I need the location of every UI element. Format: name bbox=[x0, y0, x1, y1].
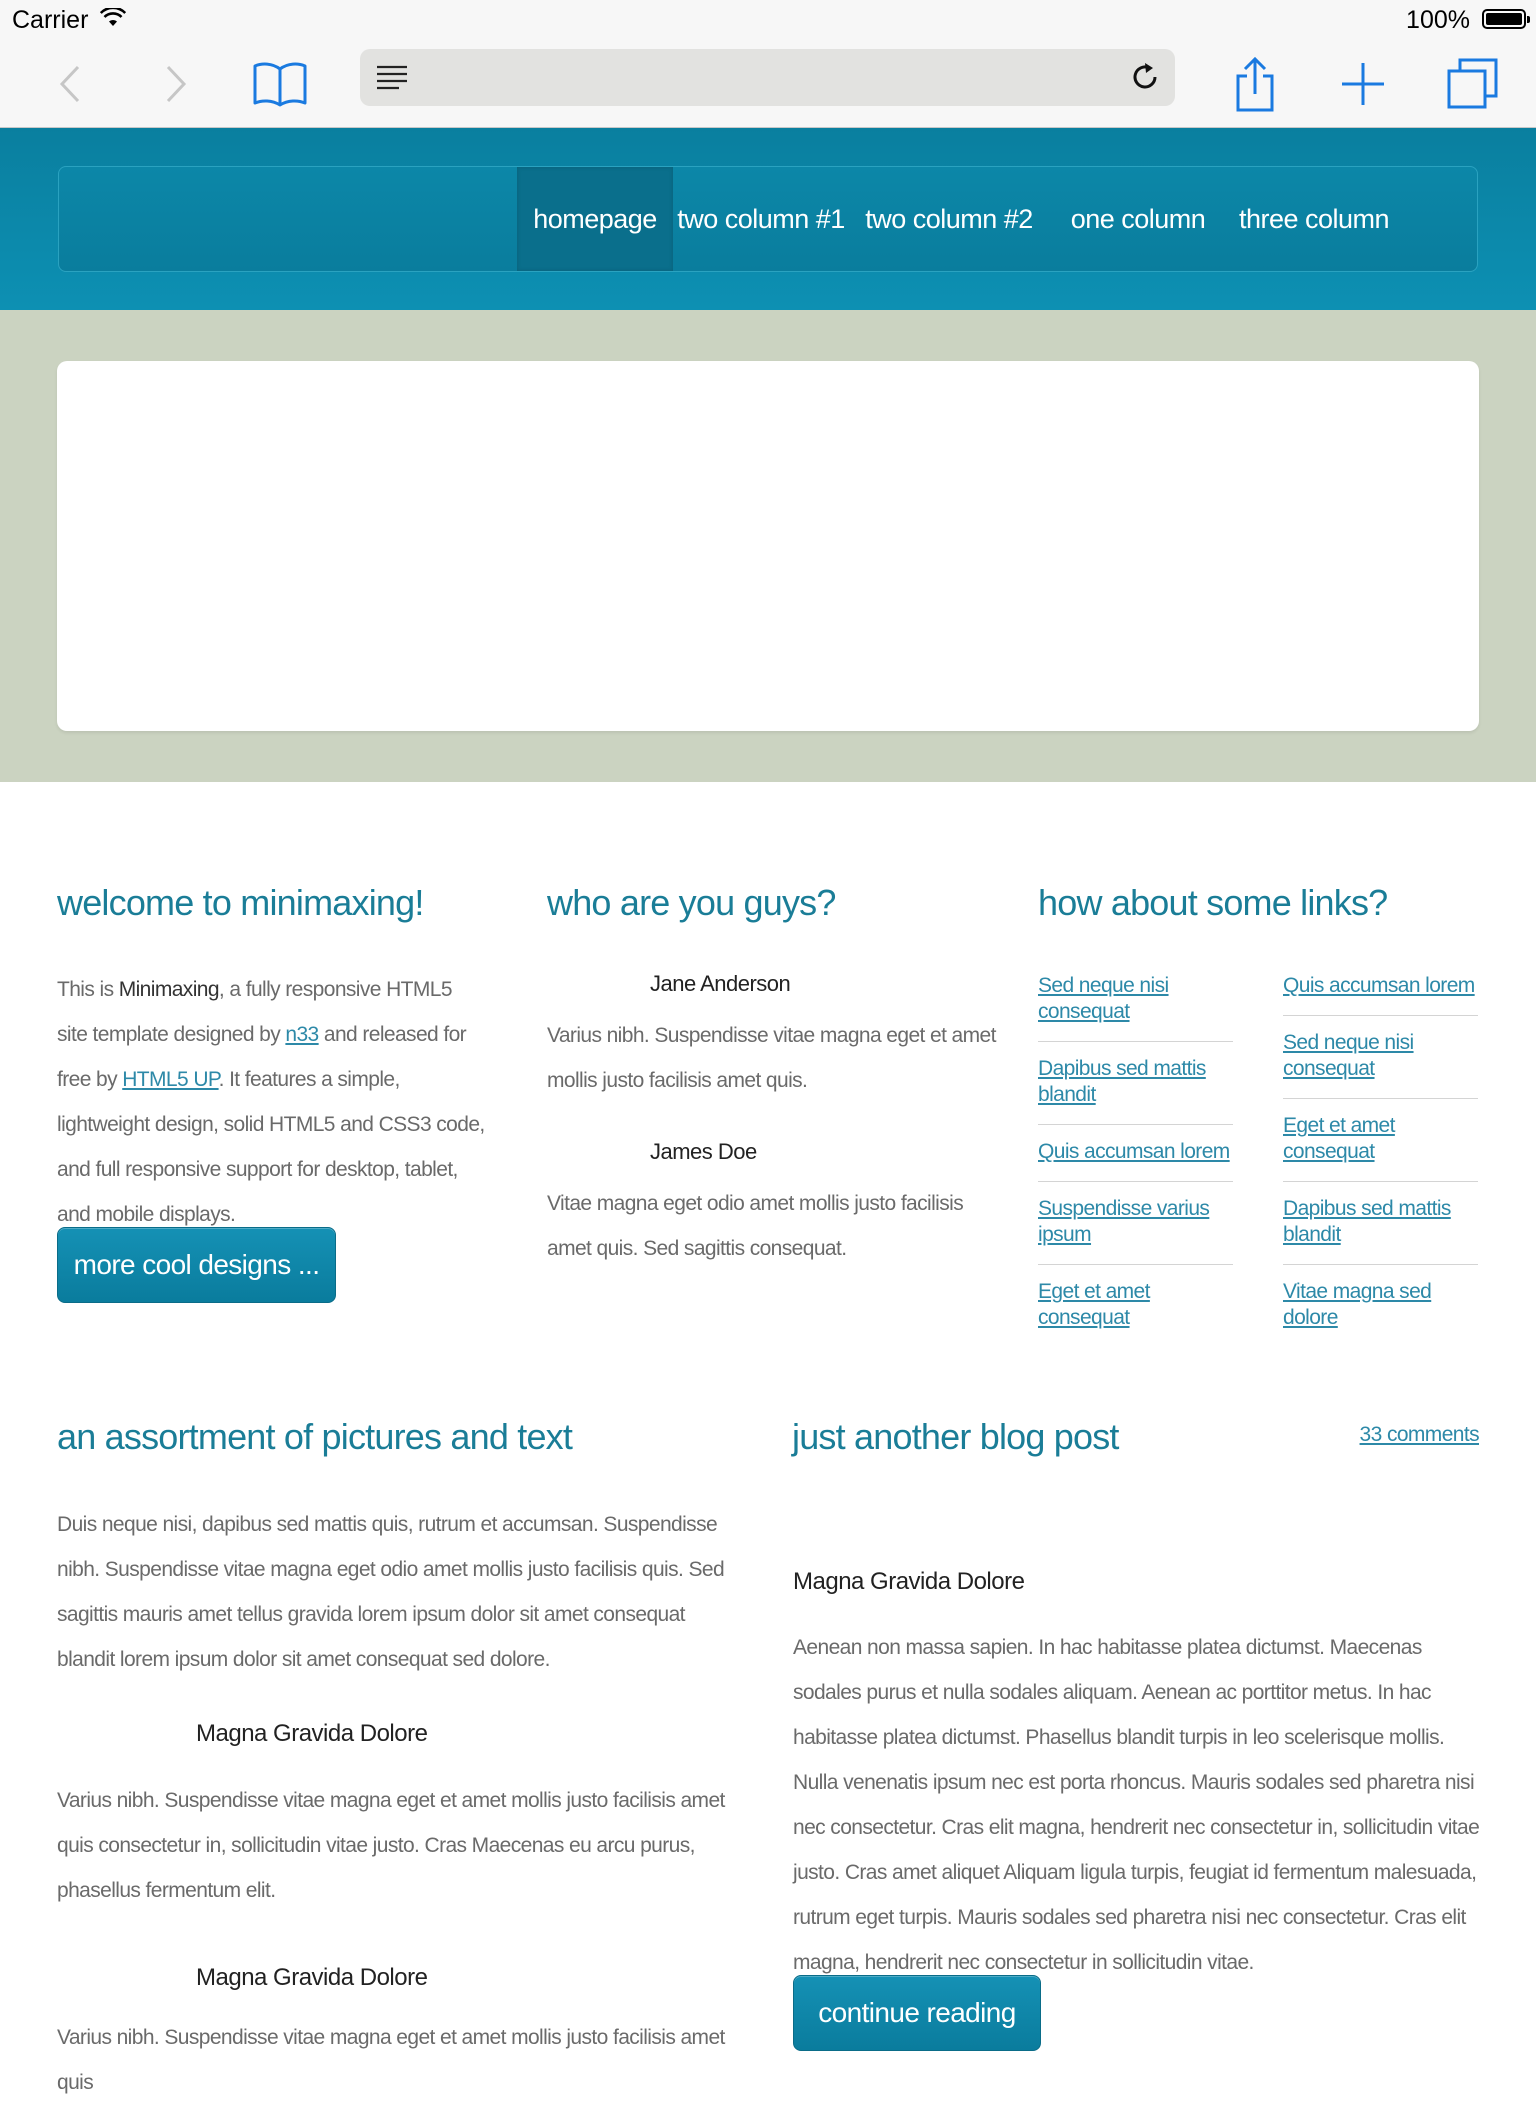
links-list-2 bbox=[1283, 973, 1478, 1347]
battery-percent: 100% bbox=[1406, 6, 1470, 34]
n33-link[interactable]: n33 bbox=[285, 1023, 319, 1046]
share-icon[interactable] bbox=[1230, 40, 1280, 128]
forward-icon[interactable] bbox=[156, 40, 196, 128]
link-item[interactable]: Dapibus sed mattis blandit bbox=[1038, 1042, 1233, 1125]
site-name: Minimaxing bbox=[118, 978, 219, 1001]
link-item[interactable]: Sed neque nisi consequat bbox=[1283, 1016, 1478, 1099]
more-designs-button[interactable]: more cool designs ... bbox=[57, 1227, 336, 1303]
continue-reading-button[interactable]: continue reading bbox=[793, 1975, 1041, 2051]
tabs-icon[interactable] bbox=[1444, 40, 1500, 128]
person-name-james: James Doe bbox=[650, 1139, 757, 1164]
banner-image-box bbox=[57, 361, 1479, 731]
person-text-jane: Varius nibh. Suspendisse vitae magna eget et amet mollis justo facilisis amet quis. bbox=[547, 1024, 996, 1092]
back-icon[interactable] bbox=[50, 40, 90, 128]
main-nav bbox=[58, 166, 1478, 272]
reader-icon[interactable] bbox=[376, 64, 408, 95]
links-list-1 bbox=[1038, 973, 1233, 1347]
nav-homepage[interactable]: homepage bbox=[517, 167, 673, 271]
person-name-jane: Jane Anderson bbox=[650, 971, 791, 996]
blog-heading: just another blog post bbox=[792, 1416, 1119, 1457]
nav-three-column[interactable]: three column bbox=[1238, 203, 1390, 234]
add-tab-icon[interactable] bbox=[1338, 40, 1388, 128]
link-item[interactable]: Suspendisse varius ipsum bbox=[1038, 1182, 1233, 1265]
link-item[interactable]: Quis accumsan lorem bbox=[1038, 1125, 1233, 1182]
status-bar bbox=[0, 0, 1536, 40]
blog-post-title: Magna Gravida Dolore bbox=[793, 1568, 1025, 1595]
assortment-item-text: Varius nibh. Suspendisse vitae magna eget et amet mollis justo facilisis amet quis bbox=[57, 2026, 725, 2094]
browser-toolbar bbox=[0, 40, 1536, 128]
nav-one-column[interactable]: one column bbox=[1070, 203, 1206, 234]
assortment-item-title: Magna Gravida Dolore bbox=[196, 1720, 428, 1747]
site-header bbox=[0, 128, 1536, 310]
assortment-intro: Duis neque nisi, dapibus sed mattis quis, rutrum et accumsan. Suspendisse nibh. Suspendisse vitae magna eget odio amet mollis justo facilisis quis. Sed sagittis mauris amet tellus gravida lorem ipsum dolor sit amet consequat blandit lorem ipsum dolor sit amet consequat sed dolore. bbox=[57, 1513, 725, 1671]
assortment-item-title: Magna Gravida Dolore bbox=[196, 1964, 428, 1991]
link-item[interactable]: Vitae magna sed dolore bbox=[1283, 1280, 1432, 1329]
wifi-icon bbox=[100, 8, 126, 33]
links-heading: how about some links? bbox=[1038, 882, 1388, 923]
comments-link[interactable]: 33 comments bbox=[1359, 1423, 1479, 1446]
carrier-label: Carrier bbox=[12, 6, 89, 34]
link-item[interactable]: Dapibus sed mattis blandit bbox=[1283, 1182, 1478, 1265]
link-item[interactable]: Eget et amet consequat bbox=[1283, 1099, 1478, 1182]
reload-icon[interactable] bbox=[1129, 61, 1161, 98]
link-item[interactable]: Sed neque nisi consequat bbox=[1038, 973, 1233, 1042]
assortment-item-text: Varius nibh. Suspendisse vitae magna eget et amet mollis justo facilisis amet quis consectetur in, sollicitudin vitae justo. Cras Maecenas eu arcu purus, phasellus fermentum elit. bbox=[57, 1789, 725, 1902]
person-text-james: Vitae magna eget odio amet mollis justo facilisis amet quis. Sed sagittis consequat. bbox=[547, 1192, 964, 1260]
nav-two-column-1[interactable]: two column #1 bbox=[677, 203, 845, 234]
address-bar[interactable] bbox=[360, 49, 1175, 106]
blog-post-text: Aenean non massa sapien. In hac habitasse platea dictumst. Maecenas sodales purus et nulla sodales aliquam. Aenean ac porttitor metus. In hac habitasse platea dictumst. Phasellus blandit turpis in leo scelerisque mollis. Nulla venenatis ipsum nec est porta rhoncus. Mauris sodales sed pharetra nisi nec consectetur. Cras elit magna, hendrerit nec consectetur in, sollicitudin vitae justo. Cras amet aliquet Aliquam ligula turpis, feugiat id fermentum malesuada, rutrum eget turpis. Mauris sodales sed pharetra nisi nec consectetur. Cras elit magna, hendrerit nec consectetur in sollicitudin vitae. bbox=[793, 1636, 1480, 1974]
html5up-link[interactable]: HTML5 UP bbox=[122, 1068, 219, 1091]
link-item[interactable]: Quis accumsan lorem bbox=[1283, 973, 1478, 1016]
who-heading: who are you guys? bbox=[547, 882, 836, 923]
nav-two-column-2[interactable]: two column #2 bbox=[865, 203, 1033, 234]
welcome-paragraph: This is Minimaxing, a fully responsive HTML5 site template designed by n33 and released for free by HTML5 UP. It features a simple, lightweight design, solid HTML5 and CSS3 code, and full responsive support for desktop, tablet, and mobile displays. bbox=[57, 978, 485, 1226]
bookmarks-icon[interactable] bbox=[250, 40, 310, 128]
link-item[interactable]: Eget et amet consequat bbox=[1038, 1280, 1150, 1329]
assortment-heading: an assortment of pictures and text bbox=[57, 1416, 573, 1457]
welcome-heading: welcome to minimaxing! bbox=[57, 882, 424, 923]
battery-icon bbox=[1482, 9, 1526, 29]
banner bbox=[0, 310, 1536, 782]
